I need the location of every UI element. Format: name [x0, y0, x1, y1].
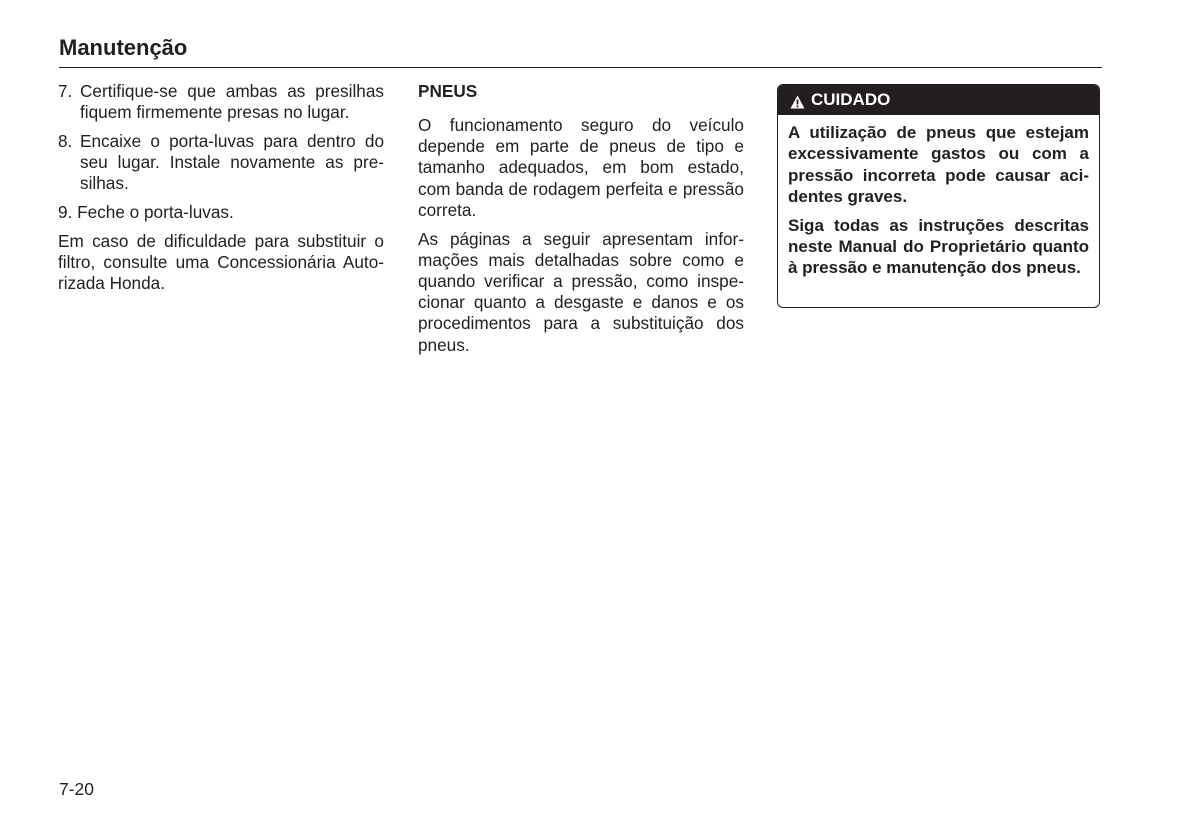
warning-triangle-icon [790, 94, 805, 108]
dealer-note: Em caso de dificuldade para substituir o filtro, consulte uma Concessionária Autorizada Honda. [58, 230, 384, 294]
caution-body [778, 115, 1099, 279]
caution-header [778, 85, 1099, 115]
step-number: 8. [58, 130, 73, 151]
step-text: Certifique-se que ambas as presilhas fiquem firmemente presas no lugar. [80, 81, 384, 123]
step-9 [58, 202, 384, 223]
step-text: Encaixe o porta-luvas para dentro do seu lugar. Instale novamente as presilhas. [80, 130, 384, 194]
step-text: Feche o porta-luvas. [77, 202, 234, 223]
tires-paragraph-2: As páginas a seguir apresentam informações mais detalhadas sobre como e quando verificar a pressão, como inspecionar quanto a desgaste e danos e os procedimentos para a substituição dos pneus. [418, 228, 744, 355]
caution-box [777, 84, 1100, 308]
header-divider [59, 67, 1102, 68]
section-title: Manutenção [59, 35, 188, 60]
step-8 [58, 131, 384, 195]
tires-paragraph-1: O funcionamento seguro do veículo depende em parte de pneus de tipo e tamanho adequados, em bom estado, com banda de rodagem perfeita e pressão correta. [418, 115, 744, 220]
left-column [58, 81, 384, 302]
tires-heading: PNEUS [418, 81, 478, 101]
page-number: 7-20 [59, 779, 95, 799]
step-number: 7. [58, 81, 73, 101]
step-7 [58, 81, 384, 123]
caution-label: CUIDADO [811, 90, 891, 109]
middle-column [418, 81, 744, 363]
step-number: 9. [58, 202, 73, 223]
caution-paragraph-1: A utilização de pneus que estejam excessivamente gastos ou com a pressão incorreta pode causar acidentes graves. [788, 123, 1089, 207]
caution-paragraph-2: Siga todas as instruções descritas neste Manual do Proprietário quanto à pressão e manutenção dos pneus. [788, 215, 1089, 278]
